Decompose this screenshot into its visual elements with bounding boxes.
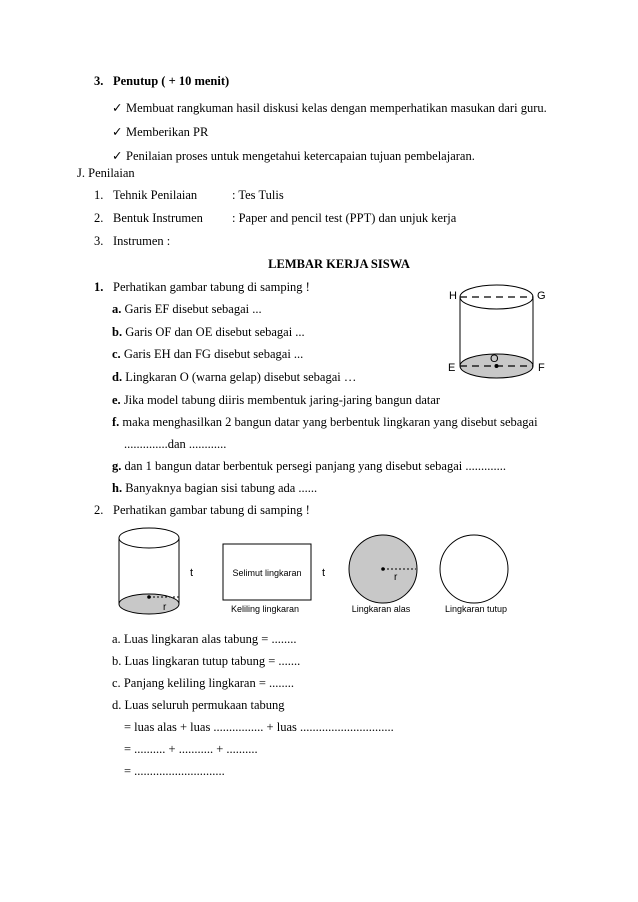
q1-item-text: Lingkaran O (warna gelap) disebut sebagai … bbox=[125, 370, 357, 384]
cylinder2-label-t: t bbox=[190, 567, 194, 579]
q1-item-letter: f. bbox=[112, 415, 120, 429]
q1-item-letter: a. bbox=[112, 302, 122, 316]
base-circle-center bbox=[381, 567, 385, 571]
penutup-number: 3. bbox=[94, 74, 104, 88]
penilaian-item-label: Bentuk Instrumen bbox=[113, 211, 203, 225]
penilaian-item-label: Tehnik Penilaian bbox=[113, 188, 198, 202]
q2-number: 2. bbox=[94, 503, 104, 517]
base-circle-label-r: r bbox=[394, 572, 398, 583]
rect-label: Selimut lingkaran bbox=[232, 568, 302, 578]
checklist-text: Membuat rangkuman hasil diskusi kelas dengan memperhatikan masukan dari guru. bbox=[126, 101, 547, 115]
worksheet-title: LEMBAR KERJA SISWA bbox=[268, 257, 410, 271]
penilaian-item-num: 1. bbox=[94, 188, 104, 202]
q1-item-letter: h. bbox=[112, 481, 123, 495]
check-icon: ✓ bbox=[112, 125, 123, 139]
q1-number: 1. bbox=[94, 280, 104, 294]
rect-caption: Keliling lingkaran bbox=[230, 604, 300, 614]
check-icon: ✓ bbox=[112, 101, 123, 115]
penilaian-item-num: 3. bbox=[94, 234, 104, 248]
q1-item-text: maka menghasilkan 2 bangun datar yang berbentuk lingkaran yang disebut sebagai bbox=[122, 415, 538, 429]
checklist-text: Memberikan PR bbox=[126, 125, 209, 139]
penilaian-item-value: : Tes Tulis bbox=[232, 188, 284, 202]
q1-item-text: Jika model tabung diiris membentuk jaring-jaring bangun datar bbox=[123, 393, 441, 407]
q2-item-text: Panjang keliling lingkaran = ........ bbox=[123, 676, 295, 690]
formula-line: = .......... + ........... + .......... bbox=[124, 742, 258, 756]
label-O: O bbox=[490, 353, 499, 365]
penilaian-heading: J. Penilaian bbox=[77, 166, 135, 180]
cylinder2-center bbox=[147, 595, 151, 599]
top-circle bbox=[440, 535, 508, 603]
q1-item-letter: d. bbox=[112, 370, 123, 384]
q2-item bbox=[112, 632, 296, 647]
q2-text: Perhatikan gambar tabung di samping ! bbox=[113, 503, 310, 517]
q1-item-text: Garis OF dan OE disebut sebagai ... bbox=[125, 325, 305, 339]
q1-item-text: Garis EF disebut sebagai ... bbox=[124, 302, 262, 316]
q2-item bbox=[112, 654, 300, 669]
q2-item-letter: d. bbox=[112, 698, 122, 712]
penutup-title: Penutup ( + 10 menit) bbox=[113, 74, 230, 88]
q2-item-text: Luas lingkaran alas tabung = ........ bbox=[123, 632, 297, 646]
q2-item-text: Luas lingkaran tutup tabung = ....... bbox=[124, 654, 301, 668]
formula-line: = ............................. bbox=[124, 764, 225, 778]
q1-item-letter: g. bbox=[112, 459, 122, 473]
q1-item-text: dan 1 bangun datar berbentuk persegi panjang yang disebut sebagai ............. bbox=[124, 459, 506, 473]
formula-line: = luas alas + luas ................ + luas .............................. bbox=[124, 720, 394, 734]
label-G: G bbox=[537, 290, 546, 302]
q2-item bbox=[112, 698, 285, 713]
check-icon: ✓ bbox=[112, 149, 123, 163]
q1-item-letter: c. bbox=[112, 347, 121, 361]
q1-item-text: Garis EH dan FG disebut sebagai ... bbox=[123, 347, 304, 361]
q1-text: Perhatikan gambar tabung di samping ! bbox=[113, 280, 310, 294]
q1-item-text: ..............dan ............ bbox=[124, 437, 227, 451]
penilaian-item-num: 2. bbox=[94, 211, 104, 225]
checklist-text: Penilaian proses untuk mengetahui ketercapaian tujuan pembelajaran. bbox=[126, 149, 475, 163]
q2-item-text: Luas seluruh permukaan tabung bbox=[124, 698, 285, 712]
penilaian-item-value: : Paper and pencil test (PPT) dan unjuk kerja bbox=[232, 211, 457, 225]
q1-item-letter: e. bbox=[112, 393, 121, 407]
rect-label-t: t bbox=[322, 567, 326, 579]
q1-item-letter: b. bbox=[112, 325, 123, 339]
label-F: F bbox=[538, 362, 545, 374]
q1-item-text: Banyaknya bagian sisi tabung ada ...... bbox=[125, 481, 318, 495]
label-E: E bbox=[448, 362, 456, 374]
cylinder2-top bbox=[119, 528, 179, 548]
cylinder2-label-r: r bbox=[163, 602, 167, 613]
top-circle-caption: Lingkaran tutup bbox=[444, 604, 508, 614]
base-circle-caption: Lingkaran alas bbox=[351, 604, 411, 614]
label-H: H bbox=[449, 290, 457, 302]
q2-item-letter: a. bbox=[112, 632, 121, 646]
penilaian-item-label: Instrumen : bbox=[113, 234, 171, 248]
q2-item-letter: b. bbox=[112, 654, 122, 668]
q2-item-letter: c. bbox=[112, 676, 121, 690]
q2-item bbox=[112, 676, 294, 691]
